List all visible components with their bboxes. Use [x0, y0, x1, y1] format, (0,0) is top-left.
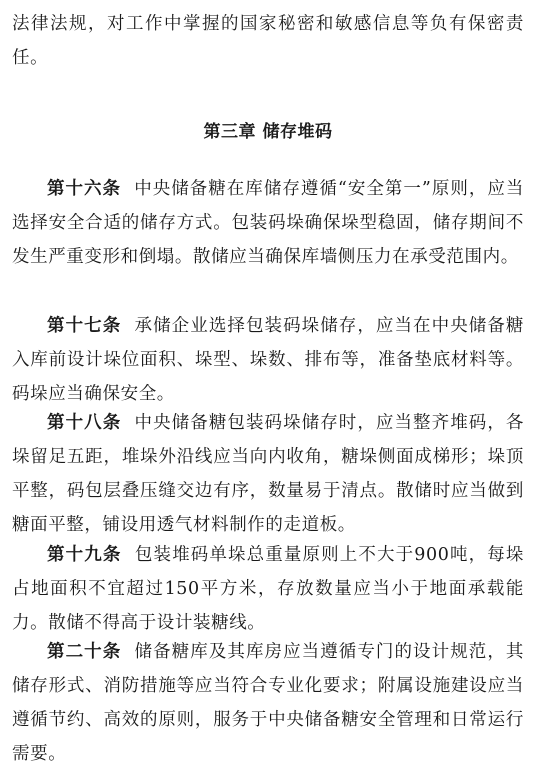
article-20-text: 储备糖库及其库房应当遵循专门的设计规范，其储存形式、消防措施等应当符合专业化要求；附属设施建设应当遵循节约、高效的原则，服务于中央储备糖安全管理和日常运行需要。 [12, 642, 524, 764]
chapter-title: 第三章 储存堆码 [203, 122, 333, 142]
intro-tail-text: 法律法规，对工作中掌握的国家秘密和敏感信息等负有保密责任。 [12, 14, 524, 68]
article-16-text: 中央储备糖在库储存遵循“安全第一”原则，应当选择安全合适的储存方式。包装码垛确保垛型稳固，储存期间不发生严重变形和倒塌。散储应当确保库墙侧压力在承受范围内。 [12, 179, 524, 267]
article-16-paragraph [12, 172, 524, 274]
article-16-label: 第十六条 [47, 179, 122, 199]
article-20-paragraph [12, 635, 524, 771]
article-17-paragraph [12, 309, 524, 411]
article-19-paragraph [12, 538, 524, 640]
article-17-text: 承储企业选择包装码垛储存，应当在中央储备糖入库前设计垛位面积、垛型、垛数、排布等，准备垫底材料等。码垛应当确保安全。 [12, 316, 524, 404]
article-19-text: 包装堆码单垛总重量原则上不大于900吨，每垛占地面积不宜超过150平方米，存放数量应当小于地面承载能力。散储不得高于设计装糖线。 [12, 545, 525, 633]
article-18-label: 第十八条 [47, 413, 122, 433]
article-17-label: 第十七条 [47, 316, 122, 336]
article-19-label: 第十九条 [47, 545, 122, 565]
article-18-text: 中央储备糖包装码垛储存时，应当整齐堆码，各垛留足五距，堆垛外沿线应当向内收角，糖垛侧面成梯形；垛顶平整，码包层叠压缝交边有序，数量易于清点。散储时应当做到糖面平整，铺设用透气材料制作的走道板。 [12, 413, 524, 535]
article-18-paragraph [12, 406, 524, 542]
intro-tail-paragraph [12, 7, 524, 75]
article-20-label: 第二十条 [47, 642, 122, 662]
